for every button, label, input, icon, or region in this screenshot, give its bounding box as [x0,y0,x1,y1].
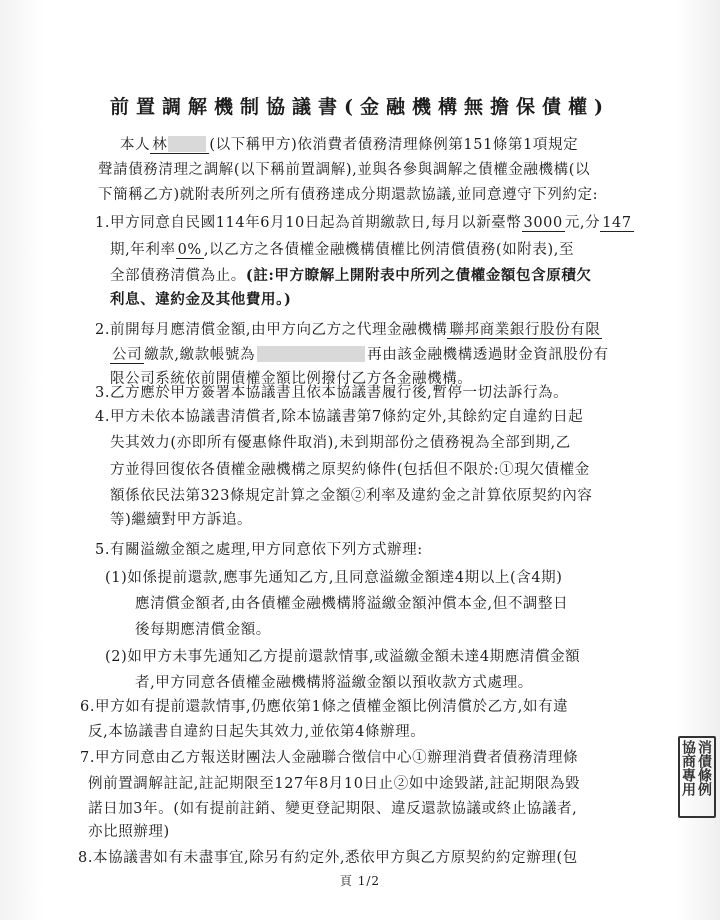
clause-4-line-1: 4.甲方未依本協議書清償者,除本協議書第7條約定外,其餘約定自違約日起 [95,409,584,425]
redacted-name [168,136,206,152]
interest-rate: 0% [177,242,202,258]
clause-5-sub-1-line-1: (1)如係提前還款,應事先通知乙方,且同意溢繳金額達4期以上(含4期) [105,570,563,586]
clause-4-line-2: 失其效力(亦即所有優惠條件取消),未到期部份之債務視為全部到期,乙 [110,435,571,451]
clause-3: 3.乙方應於甲方簽署本協議書且依本協議書履行後,暫停一切法訴行為。 [95,385,569,401]
clause-4-line-4: 額係依民法第323條規定計算之金額②利率及違約金之計算依原契約內容 [110,488,593,504]
clause-7-line-3: 諾日加3年。(如有提前註銷、變更登記期限、違反還款協議或終止協議者, [88,801,578,817]
clause-1-note: (註:甲方瞭解上開附表中所列之債權金額包含原積欠 [245,267,592,284]
monthly-amount: 3000 [523,215,563,231]
clause-1-note-line-2: 利息、違約金及其他費用。) [110,291,292,308]
clause-4-line-3: 方並得回復依各債權金融機構之原契約條件(包括但不限於:①現欠債權金 [110,462,590,478]
clause-2-line-2: 公司 繳款,繳款帳號為 再由該金融機構透過財金資訊股份有 [112,347,609,363]
clause-5-sub-2-line-2: 者,甲方同意各債權金融機構將溢繳金額以預收款方式處理。 [135,675,533,691]
clause-8-line-1: 8.本協議書如有未盡事宜,除另有約定外,悉依甲方與乙方原契約約定辦理(包 [78,850,578,866]
clause-5-sub-1-line-3: 後每期應清償金額。 [135,622,271,638]
stamp-text-left: 協商專用 [680,740,696,796]
negotiation-stamp [678,736,716,818]
stamp-text-right: 消債條例 [696,740,712,796]
clause-2-line-1: 2.前開每月應清償金額,由甲方向乙方之代理金融機構 聯邦商業銀行股份有限 [95,322,601,338]
party-a-name: 林 [150,137,209,154]
clause-2-line-3: 限公司系統依前開債權金額比例撥付乙方各金融機構。 [110,371,473,387]
clause-7-line-1: 7.甲方同意由乙方報送財團法人金融聯合徵信中心①辦理消費者債務清理條 [80,750,579,766]
installment-count: 147 [602,215,632,231]
intro-line-2: 聲請債務清理之調解(以下稱前置調解),並與各參與調解之債權金融機構(以 [98,162,591,178]
clause-5-sub-2-line-1: (2)如甲方未事先通知乙方提前還款情事,或溢繳金額未達4期應清償金額 [105,649,581,665]
intro-line-1: 本人 林 (以下稱甲方)依消費者債務清理條例第151條第1項規定 [120,137,579,153]
clause-1-line-2: 期,年利率 0% ,以乙方之各債權金融機構債權比例清償債務(如附表),至 [110,242,575,258]
clause-5-sub-1-line-2: 應清償金額者,由各債權金融機構將溢繳金額沖償本金,但不調整日 [135,596,569,612]
document-title: 前置調解機制協議書(金融機構無擔保債權) [110,96,610,118]
clause-4-line-5: 等)繼續對甲方訴追。 [110,512,253,528]
clause-7-line-4: 亦比照辦理) [88,824,170,840]
agent-bank-name: 聯邦商業銀行股份有限 [449,322,601,338]
clause-7-line-2: 例前置調解註記,註記期限至127年8月10日止②如中途毀諾,註記期限為毀 [88,776,581,792]
clause-5-head: 5.有關溢繳金額之處理,甲方同意依下列方式辦理: [95,542,423,558]
redacted-account-number [257,346,365,362]
clause-1-line-1: 1.甲方同意自民國114年6月10日起為首期繳款日,每月以新臺幣 3000 元,分 147 [95,215,632,231]
intro-line-3: 下簡稱乙方)就附表所列之所有債務達成分期還款協議,並同意遵守下列約定: [98,187,599,203]
clause-6-line-2: 反,本協議書自違約日起失其效力,並依第4條辦理。 [88,724,426,740]
clause-1-line-3: 全部債務清償為止。(註:甲方瞭解上開附表中所列之債權金額包含原積欠 [110,267,592,284]
clause-6-line-1: 6.甲方如有提前還款情事,仍應依第1條之債權金額比例清償於乙方,如有違 [80,699,569,715]
page-number: 頁 1/2 [339,874,381,888]
